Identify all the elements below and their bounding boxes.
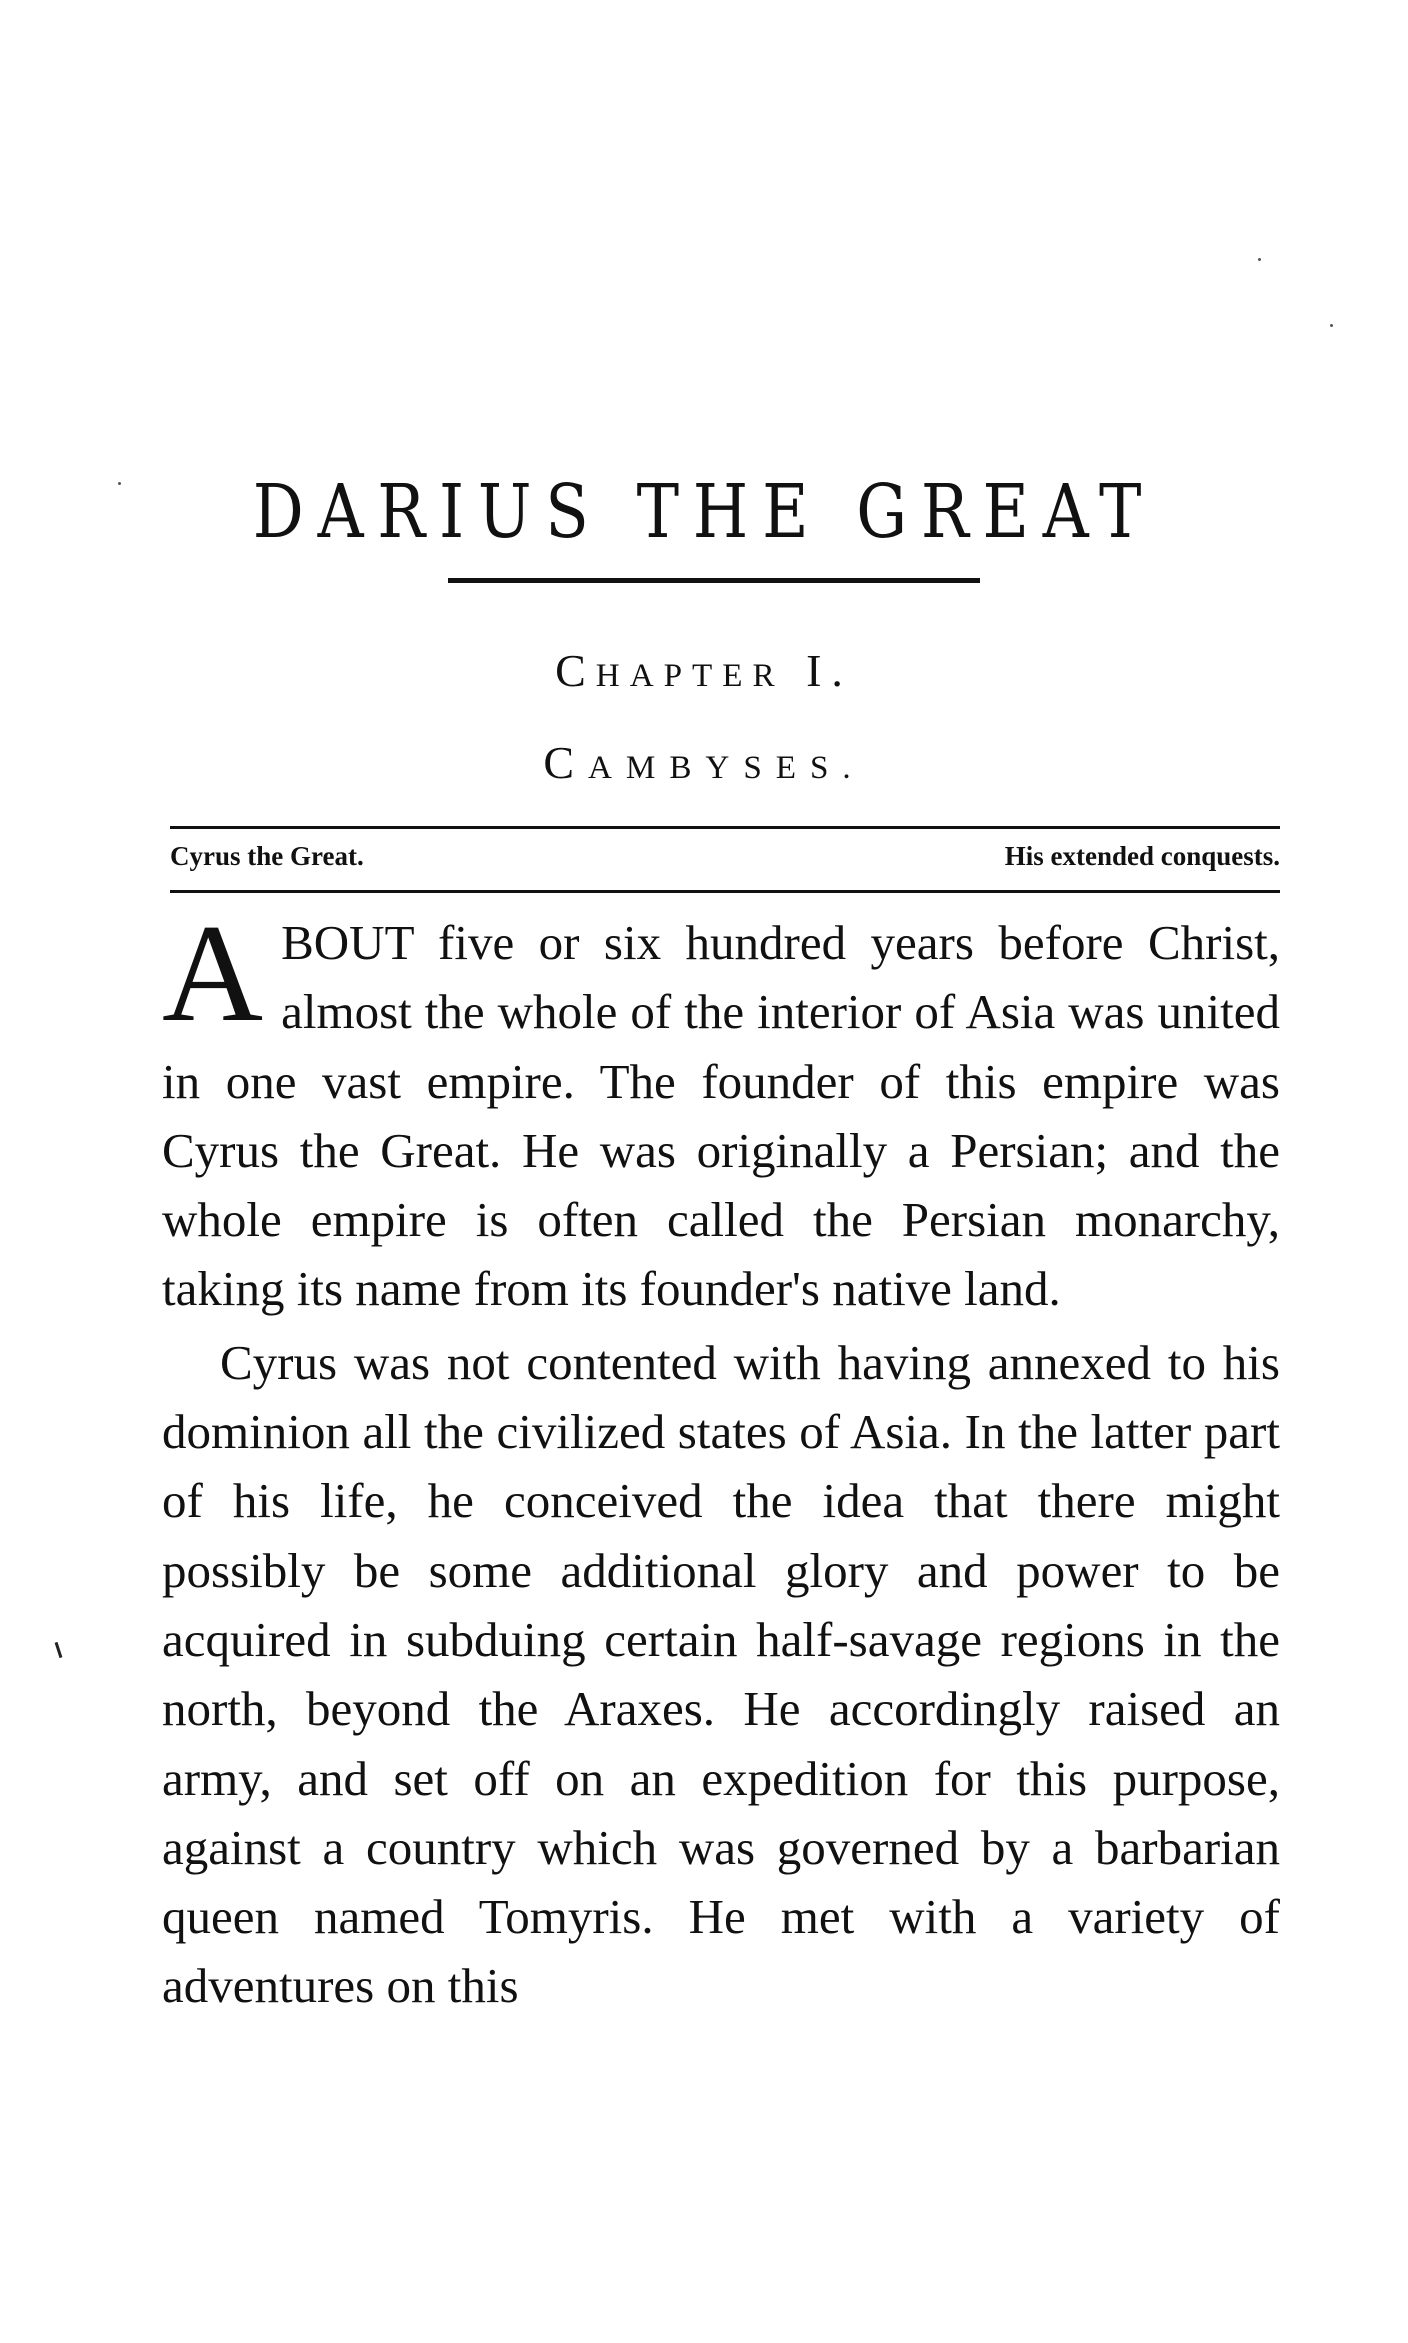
book-title: DARIUS THE GREAT bbox=[252, 468, 1156, 555]
paragraph bbox=[162, 1328, 1280, 2021]
running-head-rule-top bbox=[170, 826, 1280, 829]
paragraph-text: BOUT five or six hundred years before Christ, almost the whole of the interior of Asia was united in one vast empire. The founder of this empire was Cyrus the Great. He was originally a Persian; and the whole empire is often called the Persian monarchy, taking its name from its founder's native land. bbox=[162, 915, 1280, 1317]
running-head-rule-bottom bbox=[170, 890, 1280, 893]
chapter-name-rest: AMBYSES. bbox=[588, 749, 865, 786]
chapter-label-initial: C bbox=[555, 645, 596, 696]
chapter-name-initial: C bbox=[543, 737, 588, 788]
print-speck bbox=[1258, 258, 1261, 261]
title-rule bbox=[448, 578, 980, 583]
margin-mark bbox=[55, 1642, 63, 1658]
print-speck bbox=[1330, 324, 1333, 327]
running-head-right: His extended conquests. bbox=[1004, 841, 1280, 871]
drop-cap: A bbox=[162, 896, 264, 1051]
chapter-label-rest: HAPTER bbox=[595, 657, 785, 694]
paragraph-text: Cyrus was not contented with having annexed to his dominion all the civilized states of Asia. In the latter part of his life, he conceived the idea that there might possibly be some additional glory and power to be acquired in subduing certain half-savage regions in the north, beyond the Araxes. He accordingly raised an army, and set off on an expedition for this purpose, against a country which was governed by a barbarian queen named Tomyris. He met with a variety of adventures on this bbox=[162, 1334, 1280, 2014]
chapter-name bbox=[0, 737, 1408, 788]
chapter-heading bbox=[0, 645, 1408, 696]
paragraph bbox=[162, 896, 1280, 1324]
chapter-number: I. bbox=[806, 645, 853, 696]
running-head-left: Cyrus the Great. bbox=[170, 841, 364, 871]
body-text bbox=[162, 896, 1280, 2021]
